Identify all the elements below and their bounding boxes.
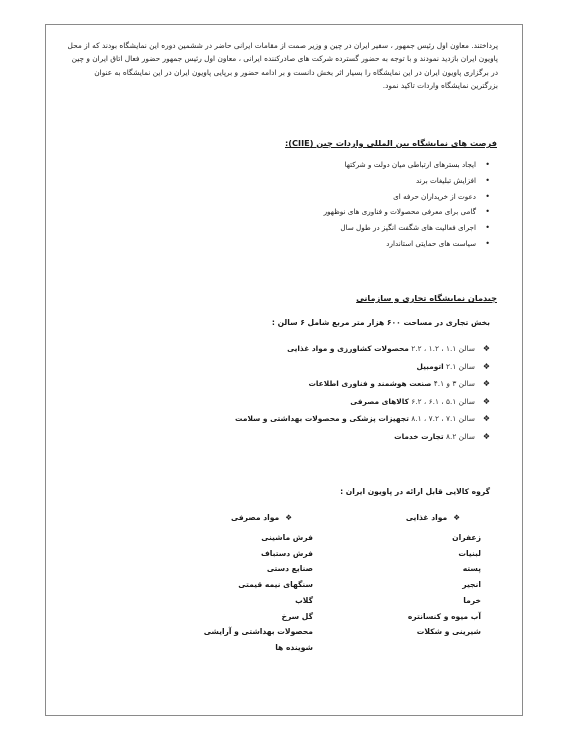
halls-list (235, 340, 490, 446)
bullet-dot-icon: • (485, 207, 490, 217)
bullet-dot-icon: • (485, 191, 490, 201)
list-item: فرش ماشینی (261, 533, 313, 542)
bullet-dot-icon: • (485, 175, 490, 185)
list-item: آب میوه و کنسانتره (407, 611, 481, 621)
bullet-dot-icon: • (485, 223, 490, 233)
list-item: ❖ سالن ۳ و ۴.۱ صنعت هوشمند و فناوری اطلاعات (235, 375, 490, 393)
diamond-bullet-icon: ❖ (285, 513, 292, 522)
list-item: ❖ سالن ۷.۱ ، ۷.۲ ، ۸.۱ تجهیزات پزشکی و محصولات بهداشتی و سلامت (235, 410, 490, 428)
list-item: • دعوت از خریداران حرفه ای (324, 189, 490, 205)
diamond-bullet-icon: ❖ (482, 361, 490, 371)
food-items-list (408, 530, 481, 640)
list-item: زعفران (452, 533, 481, 542)
list-item: گلاب (295, 595, 313, 605)
section-heading-ciie-opportunities: فرصت های نمایشگاه بین المللی واردات چین (CIIE): (284, 138, 497, 148)
list-item: • گامی برای معرفی محصولات و فناوری های نوظهور (324, 204, 490, 220)
list-item: فرش دستباف (260, 548, 313, 558)
diamond-bullet-icon: ❖ (482, 344, 490, 353)
list-item: ❖ سالن ۵.۱ ، ۶.۱ ، ۶.۲ کالاهای مصرفی (235, 393, 490, 411)
list-item: ❖ سالن ۲.۱ اتومبیل (235, 358, 490, 376)
list-item: شوینده ها (275, 642, 313, 652)
food-column-heading: ❖مواد غذایی (405, 513, 460, 522)
diamond-bullet-icon: ❖ (482, 396, 490, 406)
consumer-items-list (204, 530, 313, 656)
bullet-dot-icon: • (485, 238, 490, 248)
list-item: انجیر (462, 580, 481, 590)
section-heading-exhibition-layout: چیدمان نمایشگاه تجاری و سازمانی (356, 293, 497, 303)
list-item: سنگهای نیمه قیمتی (238, 580, 313, 590)
list-item: گل سرخ (281, 611, 313, 621)
list-item: لبنیات (458, 548, 481, 558)
list-item: شیرینی و شکلات (416, 627, 481, 637)
list-item: • اجرای فعالیت های شگفت انگیز در طول سال (324, 220, 490, 236)
list-item: ❖ سالن ۸.۲ تجارت خدمات (235, 428, 490, 446)
list-item: پسته (462, 564, 481, 574)
diamond-bullet-icon: ❖ (482, 379, 490, 389)
pavilion-goods-heading: گروه کالایی قابل ارائه در پاویون ایران : (340, 487, 490, 496)
list-item: صنایع دستی (266, 564, 313, 574)
list-item: • افزایش تبلیغات برند (324, 173, 490, 189)
commercial-area-subheading: بخش تجاری در مساحت ۶۰۰ هزار متر مربع شامل ۶ سالن : (271, 318, 490, 327)
diamond-bullet-icon: ❖ (453, 513, 460, 522)
consumer-column-heading: ❖مواد مصرفی (231, 513, 292, 522)
diamond-bullet-icon: ❖ (482, 431, 490, 441)
opportunities-list (324, 157, 490, 252)
list-item: خرما (463, 595, 481, 605)
list-item: • سیاست های حمایتی استاندارد (324, 236, 490, 252)
list-item: محصولات بهداشتی و آرایشی (203, 627, 313, 637)
bullet-dot-icon: • (485, 160, 490, 169)
list-item: • ایجاد بسترهای ارتباطی میان دولت و شرکتها (324, 157, 490, 173)
diamond-bullet-icon: ❖ (482, 414, 490, 424)
list-item: ❖ سالن ۱.۱ ، ۱.۲ ، ۲.۲ محصولات کشاورزی و مواد غذایی (235, 340, 490, 358)
intro-paragraph: پرداختند. معاون اول رئیس جمهور ، سفیر ایران در چین و وزیر صمت از مقامات ایرانی حاضر در ششمین دوره این نمایشگاه بودند که از محل پاویون ایران بازدید نمودند و با توجه به حضور گسترده شرکت های صادرکننده ایرانی ، معاون اول رئیس جمهور حضور فعال اتاق ایران و چین در برگزاری پاویون ایران در این نمایشگاه را بسیار اثر بخش دانست و بر ادامه حضور و برپایی پاویون ایران در این نمایشگاه به عنوان بزرگترین نمایشگاه واردات تاکید نمود. (67, 41, 498, 91)
